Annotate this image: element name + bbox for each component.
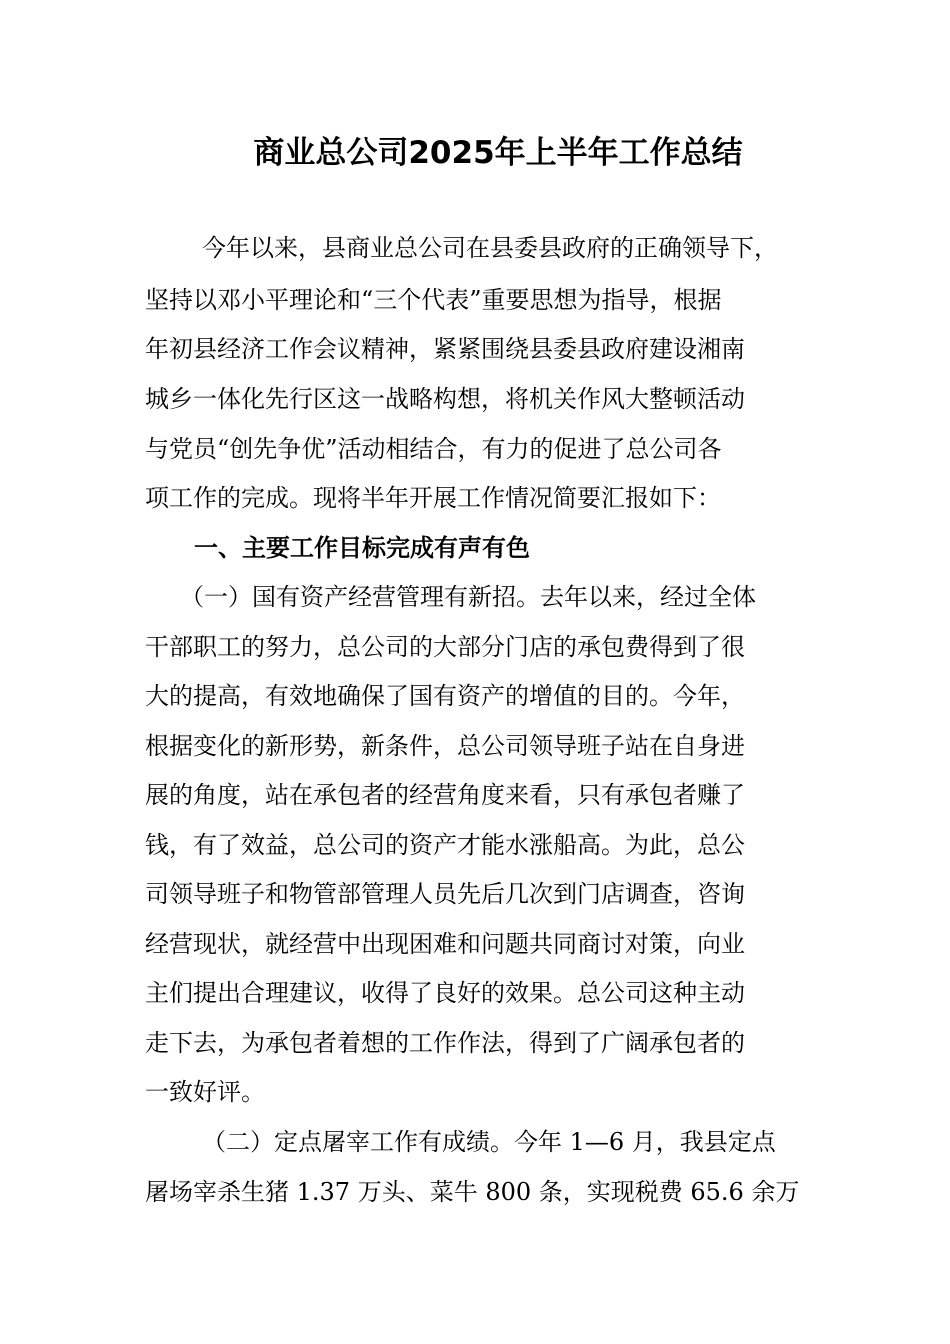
paragraph-line: 年初县经济工作会议精神，紧紧围绕县委县政府建设湘南 bbox=[145, 335, 745, 363]
paragraph-line: 一致好评。 bbox=[145, 1078, 265, 1106]
document-title: 商业总公司2025年上半年工作总结 bbox=[253, 135, 743, 171]
paragraph-line: 走下去，为承包者着想的工作作法，得到了广阔承包者的 bbox=[145, 1029, 745, 1057]
paragraph-line: 屠场宰杀生猪 1.37 万头、菜牛 800 条，实现税费 65.6 余万 bbox=[145, 1178, 800, 1206]
paragraph-line: 根据变化的新形势，新条件，总公司领导班子站在自身进 bbox=[145, 732, 745, 760]
paragraph-line: 大的提高，有效地确保了国有资产的增值的目的。今年， bbox=[145, 682, 745, 710]
paragraph-line: 经营现状，就经营中出现困难和问题共同商讨对策，向业 bbox=[145, 930, 745, 958]
paragraph-line: 主们提出合理建议，收得了良好的效果。总公司这种主动 bbox=[145, 979, 745, 1007]
paragraph-line: 坚持以邓小平理论和“三个代表”重要思想为指导，根据 bbox=[145, 286, 722, 314]
paragraph-line: 展的角度，站在承包者的经营角度来看，只有承包者赚了 bbox=[145, 781, 745, 809]
paragraph-line: 城乡一体化先行区这一战略构想，将机关作风大整顿活动 bbox=[145, 385, 745, 413]
paragraph-line: （二）定点屠宰工作有成绩。今年 1—6 月，我县定点 bbox=[202, 1128, 776, 1156]
paragraph-line: 项工作的完成。现将半年开展工作情况简要汇报如下： bbox=[145, 484, 721, 512]
section-heading: 一、主要工作目标完成有声有色 bbox=[194, 534, 530, 562]
paragraph-line: 司领导班子和物管部管理人员先后几次到门店调查，咨询 bbox=[145, 880, 745, 908]
paragraph-line: （一）国有资产经营管理有新招。去年以来，经过全体 bbox=[180, 583, 756, 611]
paragraph-line: 今年以来，县商业总公司在县委县政府的正确领导下， bbox=[202, 234, 778, 262]
paragraph-line: 与党员“创先争优”活动相结合，有力的促进了总公司各 bbox=[145, 435, 722, 463]
paragraph-line: 干部职工的努力，总公司的大部分门店的承包费得到了很 bbox=[145, 633, 745, 661]
paragraph-line: 钱，有了效益，总公司的资产才能水涨船高。为此，总公 bbox=[145, 831, 745, 859]
